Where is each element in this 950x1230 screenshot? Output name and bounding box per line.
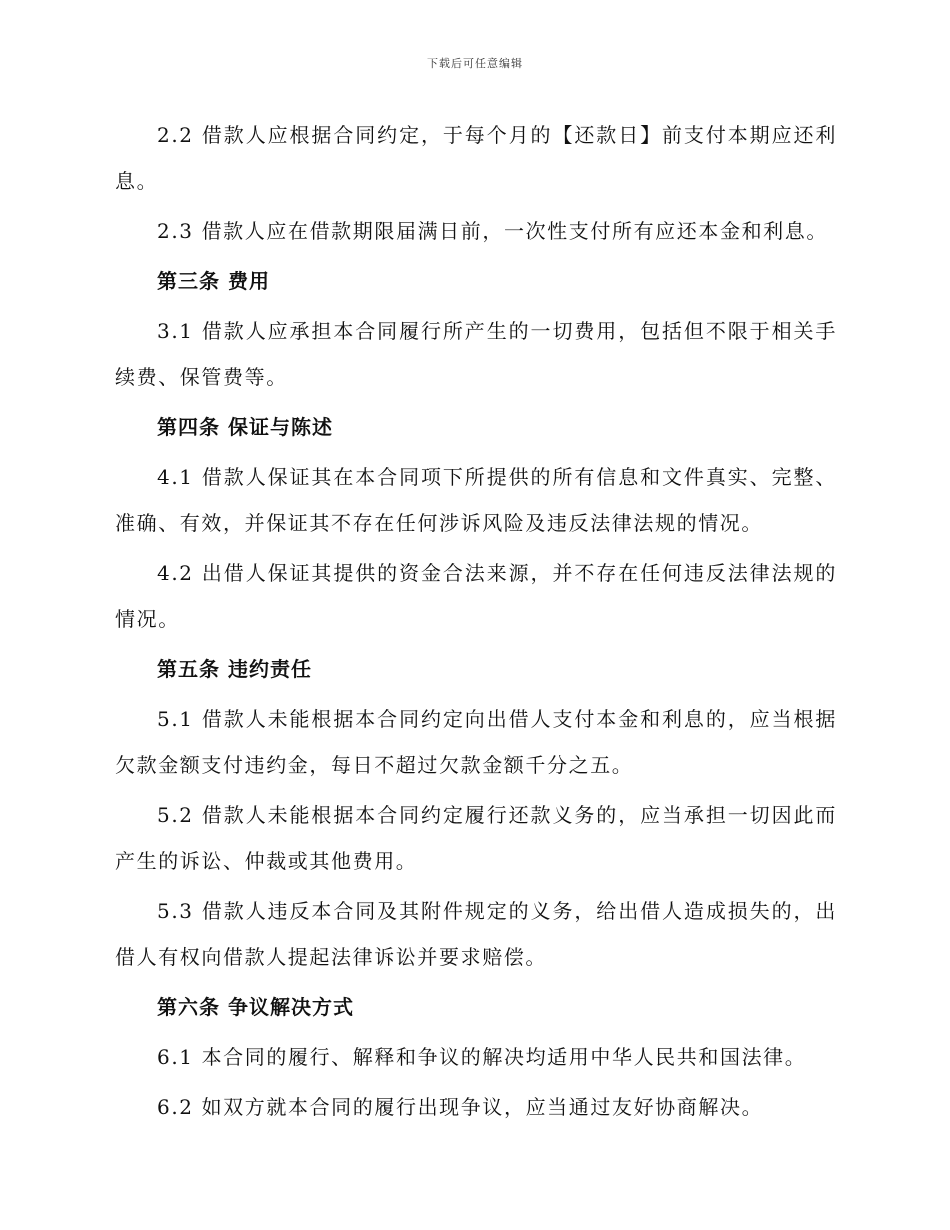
article-6-heading: 第六条 争议解决方式: [157, 995, 354, 1019]
clause-4-2: 4.2 出借人保证其提供的资金合法来源，并不存在任何违反法律法规的情况。: [115, 561, 837, 631]
clause-4-1: 4.1 借款人保证其在本合同项下所提供的所有信息和文件真实、完整、准确、有效，并保证其不存在任何涉诉风险及违反法律法规的情况。: [115, 465, 837, 535]
article-4-heading: 第四条 保证与陈述: [157, 415, 333, 439]
article-3-heading: 第三条 费用: [157, 269, 270, 293]
clause-2-3: 2.3 借款人应在借款期限届满日前，一次性支付所有应还本金和利息。: [157, 219, 828, 243]
clause-5-3: 5.3 借款人违反本合同及其附件规定的义务，给出借人造成损失的，出借人有权向借款人提起法律诉讼并要求赔偿。: [115, 899, 837, 969]
article-5-heading: 第五条 违约责任: [157, 657, 312, 681]
clause-5-1: 5.1 借款人未能根据本合同约定向出借人支付本金和利息的，应当根据欠款金额支付违约金，每日不超过欠款金额千分之五。: [115, 707, 837, 777]
clause-5-2: 5.2 借款人未能根据本合同约定履行还款义务的，应当承担一切因此而产生的诉讼、仲裁或其他费用。: [115, 803, 837, 873]
document-body: [115, 112, 837, 1134]
clause-6-2: 6.2 如双方就本合同的履行出现争议，应当通过友好协商解决。: [157, 1095, 764, 1119]
clause-3-1: 3.1 借款人应承担本合同履行所产生的一切费用，包括但不限于相关手续费、保管费等。: [115, 319, 837, 389]
page-header: 下载后可任意编辑: [427, 57, 523, 70]
clause-2-2: 2.2 借款人应根据合同约定，于每个月的【还款日】前支付本期应还利息。: [115, 123, 837, 193]
clause-6-1: 6.1 本合同的履行、解释和争议的解决均适用中华人民共和国法律。: [157, 1045, 807, 1069]
